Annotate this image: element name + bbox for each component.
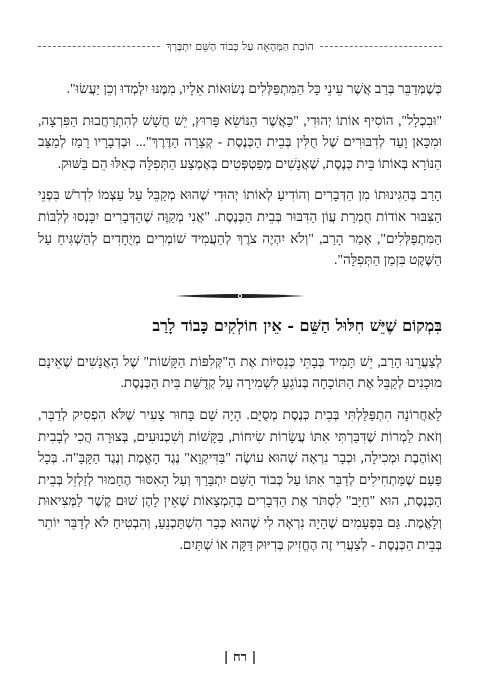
running-header xyxy=(38,40,442,53)
paragraph: לְצַעֲרֵנוּ הָרַב, יֵשׁ תָּמִיד בְּבָתֵּי כְּנֵסִיּוֹת אֶת הַ"קְּלִפּוֹת הַקָּשׁוֹת" שֶׁל הָאֲנָשִׁים שֶׁאֵינָם מוּכָנִים לְקַבֵּל אֶת הַתּוֹכָחָה בְּנוֹגֵעַ לִשְׁמִירָה עַל קְדֻשַּׁת בֵּית הַכְּנֶסֶת. xyxy=(38,353,442,391)
body-text xyxy=(38,78,442,565)
running-header-title: הוֹבַת הַמְּהָאָה עַל כְּבוֹד הַשֵּׁם יִתְבָּרַךְ xyxy=(166,40,314,53)
paragraph: לָאַחֲרוֹנָה הִתְפַּלַּלְתִּי בְּבֵית כְּנֶסֶת מְסֻיָּם. הָיָה שָׁם בָּחוּר צָעִיר שֶׁלֹּא הִפְסִיק לְדַבֵּר, וְזֹאת לַמְרוֹת שֶׁדִּבַּרְתִּי אִתּוֹ עֲשָׂרוֹת שִׂיחוֹת, בַּקָּשׁוֹת וְשִׁכְנוּעִים, בְּצוּרָה הֲכִי לְבָבִית וְאוֹהֶבֶת וּמְכִילָה, וּכְבָר נִרְאָה שֶׁהוּא עוֹשֶׂה "בַּדִּיקְוָא" נֶגֶד הָאֱמֶת וְנֶגֶד הַקָּבָּ"ה. בְּכָל פַּעַם שֶׁמַּתְחִילִים לְדַבֵּר אִתּוֹ עַל כְּבוֹד הַשֵּׁם יִתְבָּרַךְ וְעַל הָאִסּוּר הֶחָמוּר לְזַלְזֵל בְּבֵית הַכְּנֶסֶת, הוּא "חַיָּב" לִסְתֹּר אֶת הַדְּבָרִים בְּהַמְצָאוֹת שֶׁאֵין לָהֶן שׁוּם קֶשֶׁר לַמְּצִיאוּת וְלָאֱמֶת. גַּם בִּפְעָמִים שֶׁהָיָה נִרְאָה לִי שֶׁהוּא כְּבָר הִשְׁתַּכְנֵעַ, וְהִבְטִיחַ לֹא לְדַבֵּר יוֹתֵר בְּבֵית הַכְּנֶסֶת - לְצַעֲרִי זֶה הֶחֱזִיק בְּדִיּוּק דַּקָּה אוֹ שְׁתַּיִם. xyxy=(38,406,442,552)
divider-ornament-icon xyxy=(175,289,305,303)
header-rule-right xyxy=(320,46,442,47)
section-divider xyxy=(38,285,442,307)
paragraph: "וּבִכְלָל", הוֹסִיף אוֹתוֹ יְהוּדִי, "כַּאֲשֶׁר הַנּוֹשֵׂא פָּרוּץ, יֵשׁ חֲשָׁשׁ לְהִתְרַחֲבוּת הַפִּרְצָה, וּמִכָּאן וָעַד לְדִבּוּרִים שֶׁל חֻלִּין בְּבֵית הַכְּנֶסֶת - קְצָרָה הַדֶּרֶךְ"... וּבְדְבָרָיו רָמַז לְמַצָּב הַנּוֹרָא בְּאוֹתוֹ בֵּית כְּנֶסֶת, שֶׁאֲנָשִׁים מְפַטְפְּטִים בְּאֶמְצַע הַתְּפִלָּה כְּאִלּוּ הֵם בַּשּׁוּק. xyxy=(38,112,442,171)
section-heading: בִּמְקוֹם שֶׁיֵּשׁ חִלּוּל הַשֵּׁם - אֵין חוֹלְקִים כָּבוֹד לָרַב xyxy=(152,315,442,335)
paragraph: כְּשֶׁמְּדַבֵּר בְּרַב אֲשֶׁר עֵינֵי כָּל הַמִּתְפַּלְּלִים נְשׂוּאוֹת אֵלָיו, מִמֶּנּוּ יִלְמְדוּ וְכֵן יַעֲשׂוּ". xyxy=(66,81,442,96)
page-number: | רח | xyxy=(223,650,257,665)
paragraph: הָרַב בְּהַגִּינוּתוֹ מִן הַדְּבָרִים וְהוֹדִיעַ לְאוֹתוֹ יְהוּדִי שֶׁהוּא מְקַבֵּל עַל עַצְמוֹ לִדְרֹשׁ בִּפְנֵי הַצִּבּוּר אוֹדוֹת חֻמְרַת עֲוֹן הַדִּבּוּר בְּבֵית הַכְּנֶסֶת. "אֲנִי מְקַוֶּה שֶׁהַדְּבָרִים יִכָּנְסוּ לְלִבּוֹת הַמִּתְפַּלְּלִים", אָמַר הָרַב, "וְלֹא יִהְיֶה צֹרֶךְ לְהַעֲמִיד שׁוֹמְרִים מְיֻחָדִים לְהַשְׁגִּיחַ עַל הַשֶּׁקֶט בִּזְמַן הַתְּפִלָּה". xyxy=(38,187,442,268)
header-rule-left xyxy=(38,46,160,47)
